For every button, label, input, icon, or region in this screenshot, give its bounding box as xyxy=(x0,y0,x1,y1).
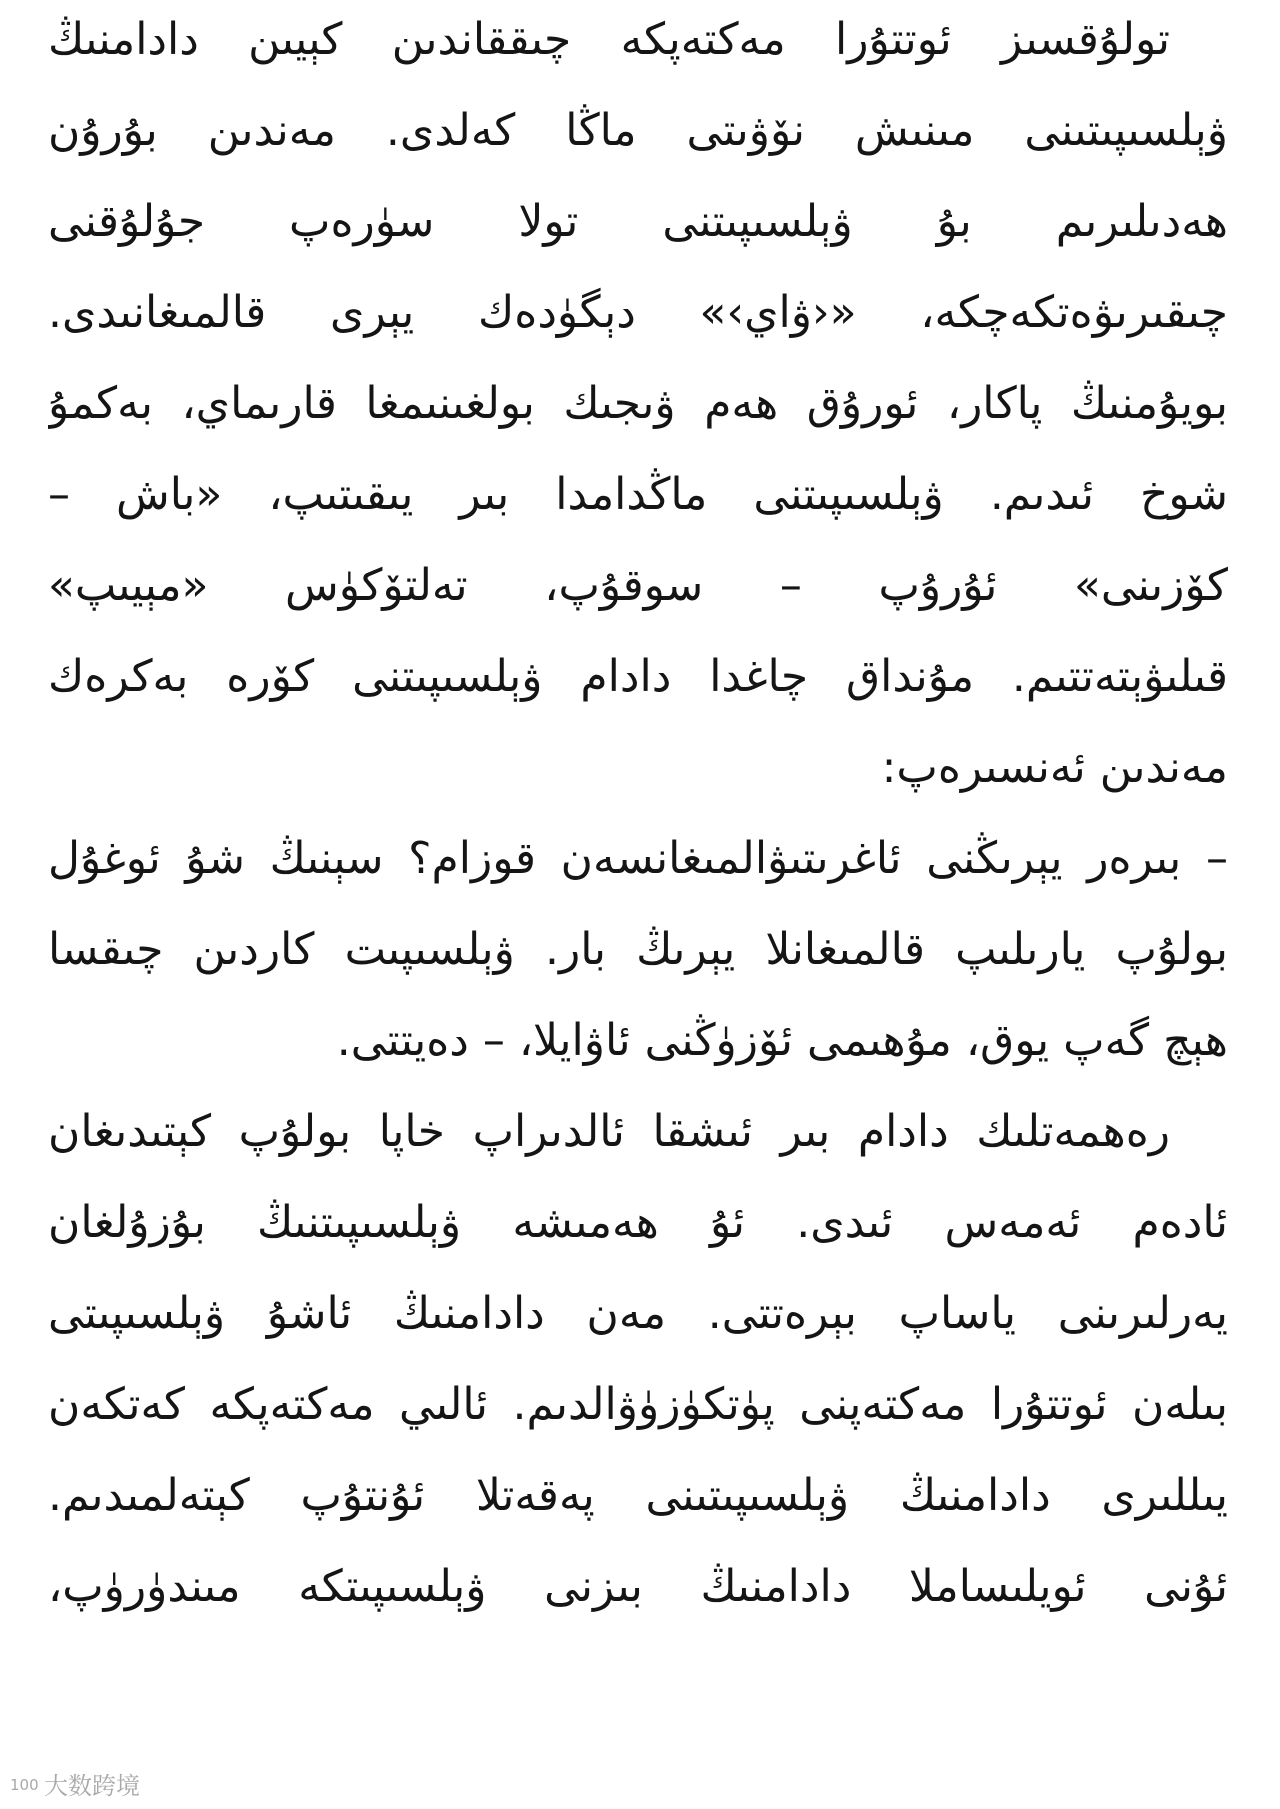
paragraph-line: يىللىرى دادامنىڭ ۋېلسىپىتىنى پەقەتلا ئۇنتۇپ كېتەلمىدىم. xyxy=(48,1470,1228,1521)
paragraph-line: قىلىۋېتەتتىم. مۇنداق چاغدا دادام ۋېلسىپىتنى كۆرە بەكرەك xyxy=(48,651,1228,702)
paragraph-line: كۆزىنى» ئۇرۇپ – سوقۇپ، تەلتۆكۈس «مېيىپ» xyxy=(48,560,1228,611)
watermark xyxy=(10,1766,140,1801)
watermark-logo-text: 100 xyxy=(10,1775,39,1794)
paragraph-line: مەندىن ئەنسىرەپ: xyxy=(881,742,1228,793)
paragraph-line: رەھمەتلىك دادام بىر ئىشقا ئالدىراپ خاپا بولۇپ كېتىدىغان xyxy=(48,1106,1170,1157)
paragraph-line: بىلەن ئوتتۇرا مەكتەپنى پۈتكۈزۈۋالدىم. ئالىي مەكتەپكە كەتكەن xyxy=(48,1379,1228,1430)
paragraph-line: چىقىرىۋەتكەچكە، «‹ۋاي›» دېگۈدەك يېرى قالمىغانىدى. xyxy=(48,287,1228,338)
paragraph-line: يەرلىرىنى ياساپ بېرەتتى. مەن دادامنىڭ ئاشۇ ۋېلسىپىتى xyxy=(48,1288,1228,1339)
paragraph-line: بويۇمنىڭ پاكار، ئورۇق ھەم ۋىجىك بولغىنىمغا قارىماي، بەكمۇ xyxy=(48,378,1228,429)
paragraph-line: تولۇقسىز ئوتتۇرا مەكتەپكە چىققاندىن كېيىن دادامنىڭ xyxy=(48,14,1170,65)
paragraph-line: ئۇنى ئويلىساملا دادامنىڭ بىزنى ۋېلسىپىتكە مىندۈرۈپ، xyxy=(48,1561,1228,1612)
paragraph-line: ھېچ گەپ يوق، مۇھىمى ئۆزۈڭنى ئاۋايلا، – دەيتتى. xyxy=(336,1015,1228,1066)
paragraph-line: ئادەم ئەمەس ئىدى. ئۇ ھەمىشە ۋېلسىپىتنىڭ بۇزۇلغان xyxy=(48,1197,1228,1248)
paragraph-line: ۋېلسىپىتىنى مىنىش نۆۋىتى ماڭا كەلدى. مەندىن بۇرۇن xyxy=(48,105,1228,156)
paragraph-line: ھەدىلىرىم بۇ ۋېلسىپىتنى تولا سۈرەپ جۇلۇقنى xyxy=(48,196,1228,247)
watermark-logo-icon xyxy=(10,1772,40,1796)
watermark-text: 大数跨境 xyxy=(44,1772,140,1800)
paragraph-line: بولۇپ يارىلىپ قالمىغانلا يېرىڭ بار. ۋېلسىپىت كاردىن چىقسا xyxy=(48,924,1228,975)
paragraph-line: – بىرەر يېرىڭنى ئاغرىتىۋالمىغانسەن قوزام؟ سېنىڭ شۇ ئوغۇل xyxy=(48,833,1228,884)
paragraph-line: شوخ ئىدىم. ۋېلسىپىتنى ماڭدامدا بىر يىقىتىپ، «باش – xyxy=(48,469,1228,520)
